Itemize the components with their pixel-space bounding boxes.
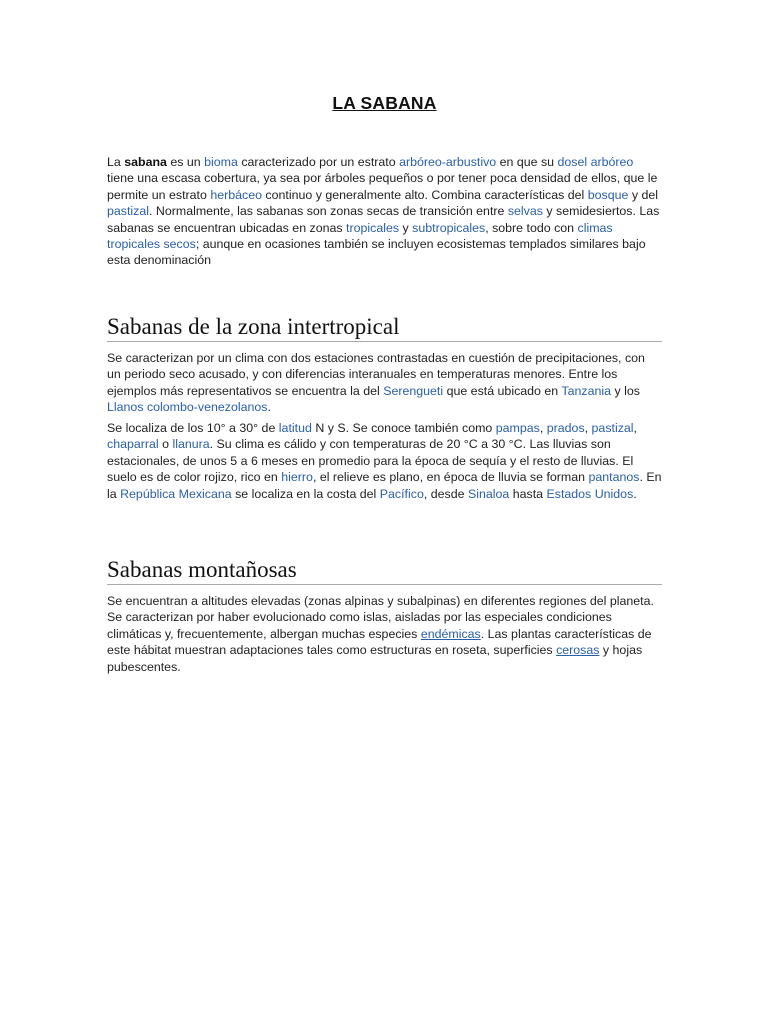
text: Se caracterizan por un clima con dos estaciones contrastadas en cuestión de precipitaciones, con un periodo seco acusado, y con diferencias interanuales en temperaturas menores. Entre los ejemplos más representativos se encuentra la del: [107, 351, 645, 398]
text: que está ubicado en: [443, 383, 562, 398]
link-republica-mexicana[interactable]: República Mexicana: [120, 486, 232, 501]
link-latitud[interactable]: latitud: [278, 421, 312, 435]
link-prados[interactable]: prados: [546, 421, 585, 435]
link-dosel-arboreo[interactable]: dosel arbóreo: [557, 155, 634, 169]
text: se localiza en la costa del: [231, 486, 380, 501]
text: . Normalmente, las sabanas son zonas secas de transición entre: [149, 204, 508, 219]
link-pampas[interactable]: pampas: [495, 421, 540, 435]
text: y los: [611, 383, 640, 398]
text: N y S. Se conoce también como: [311, 421, 496, 435]
text: tiene una escasa cobertura, ya sea por árboles pequeños o por tener poca densidad de ellos, que le permite un estrato: [107, 171, 658, 202]
text: Se localiza de los 10° a 30° de: [107, 421, 279, 435]
text: ,: [539, 421, 547, 435]
text: Se encuentran a altitudes elevadas (zonas alpinas y subalpinas) en diferentes regiones del planeta. Se caracterizan por haber evolucionado como islas, aisladas por las especiales condiciones climáticas y, frecuentemente, albergan muchas especies: [107, 594, 654, 641]
text: y del: [628, 187, 659, 202]
link-herbaceo[interactable]: herbáceo: [210, 187, 262, 202]
section-heading-montanosas: Sabanas montañosas: [107, 557, 662, 585]
section-heading-intertropical: Sabanas de la zona intertropical: [107, 314, 662, 342]
section2-paragraph-1: [107, 593, 662, 675]
link-bosque[interactable]: bosque: [587, 187, 629, 202]
link-cerosas[interactable]: cerosas: [556, 643, 600, 658]
link-bioma[interactable]: bioma: [204, 155, 238, 169]
link-sinaloa[interactable]: Sinaloa: [467, 486, 510, 501]
text: hasta: [509, 486, 547, 501]
text: , desde: [423, 486, 468, 501]
text: ,: [633, 421, 637, 435]
link-pastizal[interactable]: pastizal: [591, 421, 634, 435]
text: y semidesiertos. Las sabanas se encuentran ubicadas en zonas: [107, 204, 660, 235]
text: .: [267, 400, 271, 415]
link-pacifico[interactable]: Pacífico: [379, 486, 424, 501]
text: y hojas pubescentes.: [107, 643, 643, 674]
intro-paragraph: [107, 154, 662, 269]
section1-paragraph-1: [107, 350, 662, 416]
text: , sobre todo con: [485, 220, 578, 235]
text: ,: [584, 421, 592, 435]
link-estados-unidos[interactable]: Estados Unidos: [546, 486, 634, 501]
link-serengueti[interactable]: Serengueti: [383, 383, 444, 398]
link-chaparral[interactable]: chaparral: [107, 437, 159, 452]
link-llanos-colombo-venezolanos[interactable]: Llanos colombo-venezolanos: [107, 400, 268, 415]
link-hierro[interactable]: hierro: [281, 470, 313, 485]
text: . Su clima es cálido y con temperaturas de 20 °C a 30 °C. Las lluvias son estacionales, de unos 5 a 6 meses en promedio para la época de sequía y el resto de lluvias. El suelo es de color rojizo, rico en: [107, 437, 634, 485]
link-tanzania[interactable]: Tanzania: [561, 383, 612, 398]
text: y: [399, 220, 413, 235]
link-pantanos[interactable]: pantanos: [588, 470, 640, 485]
text: es un: [166, 155, 205, 169]
link-tropicales[interactable]: tropicales: [346, 220, 400, 235]
text: , el relieve es plano, en época de lluvia se forman: [312, 470, 589, 485]
section1-paragraph-2: [107, 420, 662, 502]
bold-term: sabana: [124, 155, 167, 169]
text: La: [107, 155, 125, 169]
link-subtropicales[interactable]: subtropicales: [412, 220, 486, 235]
text: o: [158, 437, 173, 452]
link-arboreo-arbustivo[interactable]: arbóreo-arbustivo: [399, 155, 497, 169]
text: .: [633, 486, 637, 501]
text: . Las plantas características de este hábitat muestran adaptaciones tales como estructuras en roseta, superficies: [107, 626, 652, 658]
text: continuo y generalmente alto. Combina características del: [261, 187, 588, 202]
link-pastizal[interactable]: pastizal: [107, 204, 150, 219]
link-climas-tropicales-secos[interactable]: climas tropicales secos: [107, 220, 613, 252]
text: . En la: [107, 470, 662, 501]
text: ; aunque en ocasiones también se incluyen ecosistemas templados similares bajo esta denominación: [107, 237, 646, 268]
page-title: LA SABANA: [332, 93, 437, 113]
link-selvas[interactable]: selvas: [507, 204, 543, 219]
text: caracterizado por un estrato: [237, 155, 400, 169]
link-llanura[interactable]: llanura: [172, 437, 210, 452]
text: en que su: [496, 155, 558, 169]
link-endemicas[interactable]: endémicas: [420, 626, 481, 641]
